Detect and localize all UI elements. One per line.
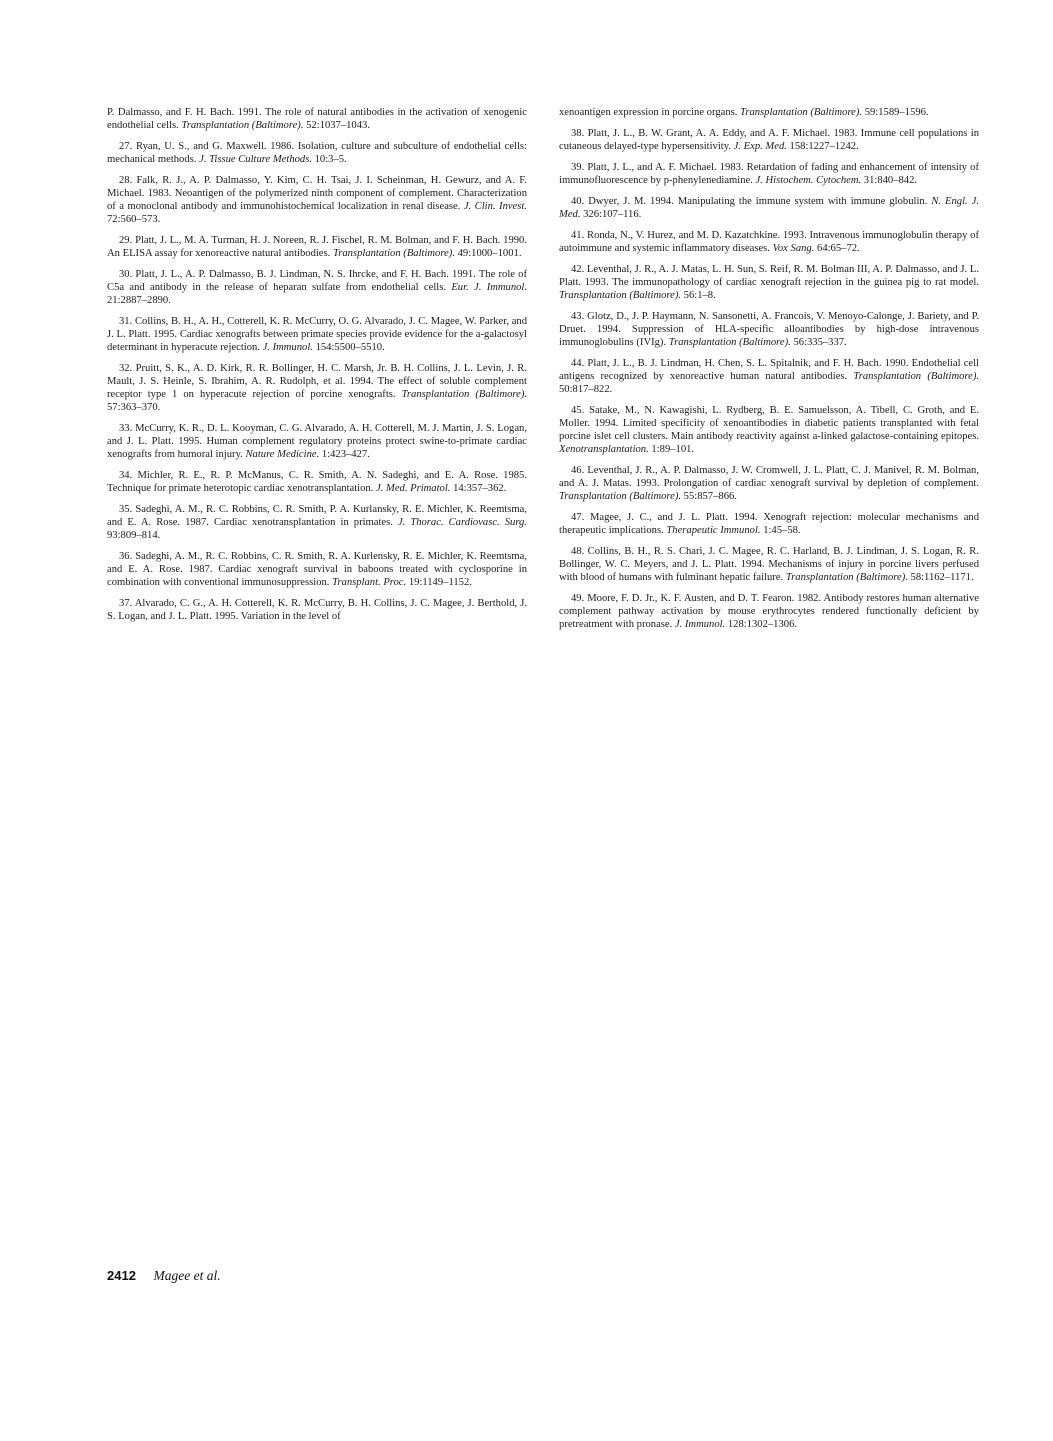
reference-item: 39. Platt, J. L., and A. F. Michael. 1983. Retardation of fading and enhancement of intensity of immunofluorescence by p-phenylenediamine. J. Histochem. Cytochem. 31:840–842. [559,162,979,186]
reference-item: 35. Sadeghi, A. M., R. C. Robbins, C. R. Smith, P. A. Kurlansky, R. E. Michler, K. Reemtsma, and E. A. Rose. 1987. Cardiac xenotransplantation in primates. J. Thorac. Cardiovasc. Surg. 93:809–814. [107,504,528,541]
reference-item: 30. Platt, J. L., A. P. Dalmasso, B. J. Lindman, N. S. Ihrcke, and F. H. Bach. 1991. The role of C5a and antibody in the release of heparan sulfate from endothelial cells. Eur. J. Immunol. 21:2887–2890. [107,269,528,306]
reference-item: 46. Leventhal, J. R., A. P. Dalmasso, J. W. Cromwell, J. L. Platt, C. J. Manivel, R. M. Bolman, and A. J. Matas. 1993. Prolongation of cardiac xenograft survival by depletion of complement. Transplantation (Baltimore). 55:857–866. [559,465,979,502]
reference-item: xenoantigen expression in porcine organs. Transplantation (Baltimore). 59:1589–1596. [559,107,929,118]
reference-item: 31. Collins, B. H., A. H., Cotterell, K. R. McCurry, O. G. Alvarado, J. C. Magee, W. Parker, and J. L. Platt. 1995. Cardiac xenografts between primate species provide evidence for the a-galactosyl determinant in hyperacute rejection. J. Immunol. 154:5500–5510. [107,316,527,353]
reference-item: P. Dalmasso, and F. H. Bach. 1991. The role of natural antibodies in the activation of xenogenic endothelial cells. Transplantation (Baltimore). 52:1037–1043. [107,107,527,131]
running-head: Magee et al. [153,1268,221,1283]
reference-item: 36. Sadeghi, A. M., R. C. Robbins, C. R. Smith, R. A. Kurlensky, R. E. Michler, K. Reemtsma, and E. A. Rose. 1987. Cardiac xenograft survival in baboons treated with cyclosporine in combination with conventional immunosuppression. Transplant. Proc. 19:1149–1152. [107,551,527,588]
reference-item: 48. Collins, B. H., R. S. Chari, J. C. Magee, R. C. Harland, B. J. Lindman, J. S. Logan, R. R. Bollinger, W. C. Meyers, and J. L. Platt. 1994. Mechanisms of injury in porcine livers perfused with blood of humans with fulminant hepatic failure. Transplantation (Baltimore). 58:1162–1171. [559,546,979,583]
reference-item: 29. Platt, J. L., M. A. Turman, H. J. Noreen, R. J. Fischel, R. M. Bolman, and F. H. Bach. 1990. An ELISA assay for xenoreactive natural antibodies. Transplantation (Baltimore). 49:1000–1001. [107,235,527,259]
reference-item: 38. Platt, J. L., B. W. Grant, A. A. Eddy, and A. F. Michael. 1983. Immune cell populations in cutaneous delayed-type hypersensitivity. J. Exp. Med. 158:1227–1242. [559,128,979,152]
reference-item: 32. Pruitt, S. K., A. D. Kirk, R. R. Bollinger, H. C. Marsh, Jr. B. H. Collins, J. L. Levin, J. R. Mault, J. S. Heinle, S. Ibrahim, A. R. Rudolph, et al. 1994. The effect of soluble complement receptor type 1 on hyperacute rejection of porcine xenografts. Transplantation (Baltimore). 57:363–370. [107,363,528,413]
reference-item: 49. Moore, F. D. Jr., K. F. Austen, and D. T. Fearon. 1982. Antibody restores human alternative complement pathway activation by mouse erythrocytes rendered functionally deficient by pretreatment with pronase. J. Immunol. 128:1302–1306. [559,593,979,630]
reference-item: 37. Alvarado, C. G., A. H. Cotterell, K. R. McCurry, B. H. Collins, J. C. Magee, J. Berthold, J. S. Logan, and J. L. Platt. 1995. Variation in the level of [107,598,527,622]
reference-item: 40. Dwyer, J. M. 1994. Manipulating the immune system with immune globulin. N. Engl. J. Med. 326:107–116. [559,196,979,220]
reference-item: 42. Leventhal, J. R., A. J. Matas, L. H. Sun, S. Reif, R. M. Bolman III, A. P. Dalmasso, and J. L. Platt. 1993. The immunopathology of cardiac xenograft rejection in the guinea pig to rat model. Transplantation (Baltimore). 56:1–8. [559,264,979,301]
reference-item: 47. Magee, J. C., and J. L. Platt. 1994. Xenograft rejection: molecular mechanisms and therapeutic implications. Therapeutic Immunol. 1:45–58. [559,512,979,536]
references-left-column [107,106,527,631]
page-number: 2412 [107,1268,136,1283]
page-footer [107,1268,221,1284]
reference-item: 44. Platt, J. L., B. J. Lindman, H. Chen, S. L. Spitalnik, and F. H. Bach. 1990. Endothelial cell antigens recognized by xenoreactive human natural antibodies. Transplantation (Baltimore). 50:817–822. [559,358,979,395]
reference-item: 34. Michler, R. E., R. P. McManus, C. R. Smith, A. N. Sadeghi, and E. A. Rose. 1985. Technique for primate heterotopic cardiac xenotransplantation. J. Med. Primatol. 14:357–362. [107,470,527,494]
reference-item: 28. Falk, R. J., A. P. Dalmasso, Y. Kim, C. H. Tsai, J. I. Scheinman, H. Gewurz, and A. F. Michael. 1983. Neoantigen of the polymerized ninth component of complement. Characterization of a monoclonal antibody and immunohistochemical localization in renal disease. J. Clin. Invest. 72:560–573. [107,175,527,225]
reference-item: 41. Ronda, N., V. Hurez, and M. D. Kazatchkine. 1993. Intravenous immunoglobulin therapy of autoimmune and systemic inflammatory diseases. Vox Sang. 64:65–72. [559,230,979,254]
references-right-column [559,106,979,639]
reference-item: 45. Satake, M., N. Kawagishi, L. Rydberg, B. E. Samuelsson, A. Tibell, C. Groth, and E. Moller. 1994. Limited specificity of xenoantibodies in diabetic patients transplanted with fetal porcine islet cell clusters. Main antibody reactivity against a-linked galactose-containing epitopes. Xenotransplantation. 1:89–101. [559,405,979,455]
reference-item: 43. Glotz, D., J. P. Haymann, N. Sansonetti, A. Francois, V. Menoyo-Calonge, J. Bariety, and P. Druet. 1994. Suppression of HLA-specific alloantibodies by high-dose intravenous immunoglobulins (IVIg). Transplantation (Baltimore). 56:335–337. [559,311,979,348]
reference-item: 33. McCurry, K. R., D. L. Kooyman, C. G. Alvarado, A. H. Cotterell, M. J. Martin, J. S. Logan, and J. L. Platt. 1995. Human complement regulatory proteins protect swine-to-primate cardiac xenografts from humoral injury. Nature Medicine. 1:423–427. [107,423,527,460]
reference-item: 27. Ryan, U. S., and G. Maxwell. 1986. Isolation, culture and subculture of endothelial cells: mechanical methods. J. Tissue Culture Methods. 10:3–5. [107,141,527,165]
